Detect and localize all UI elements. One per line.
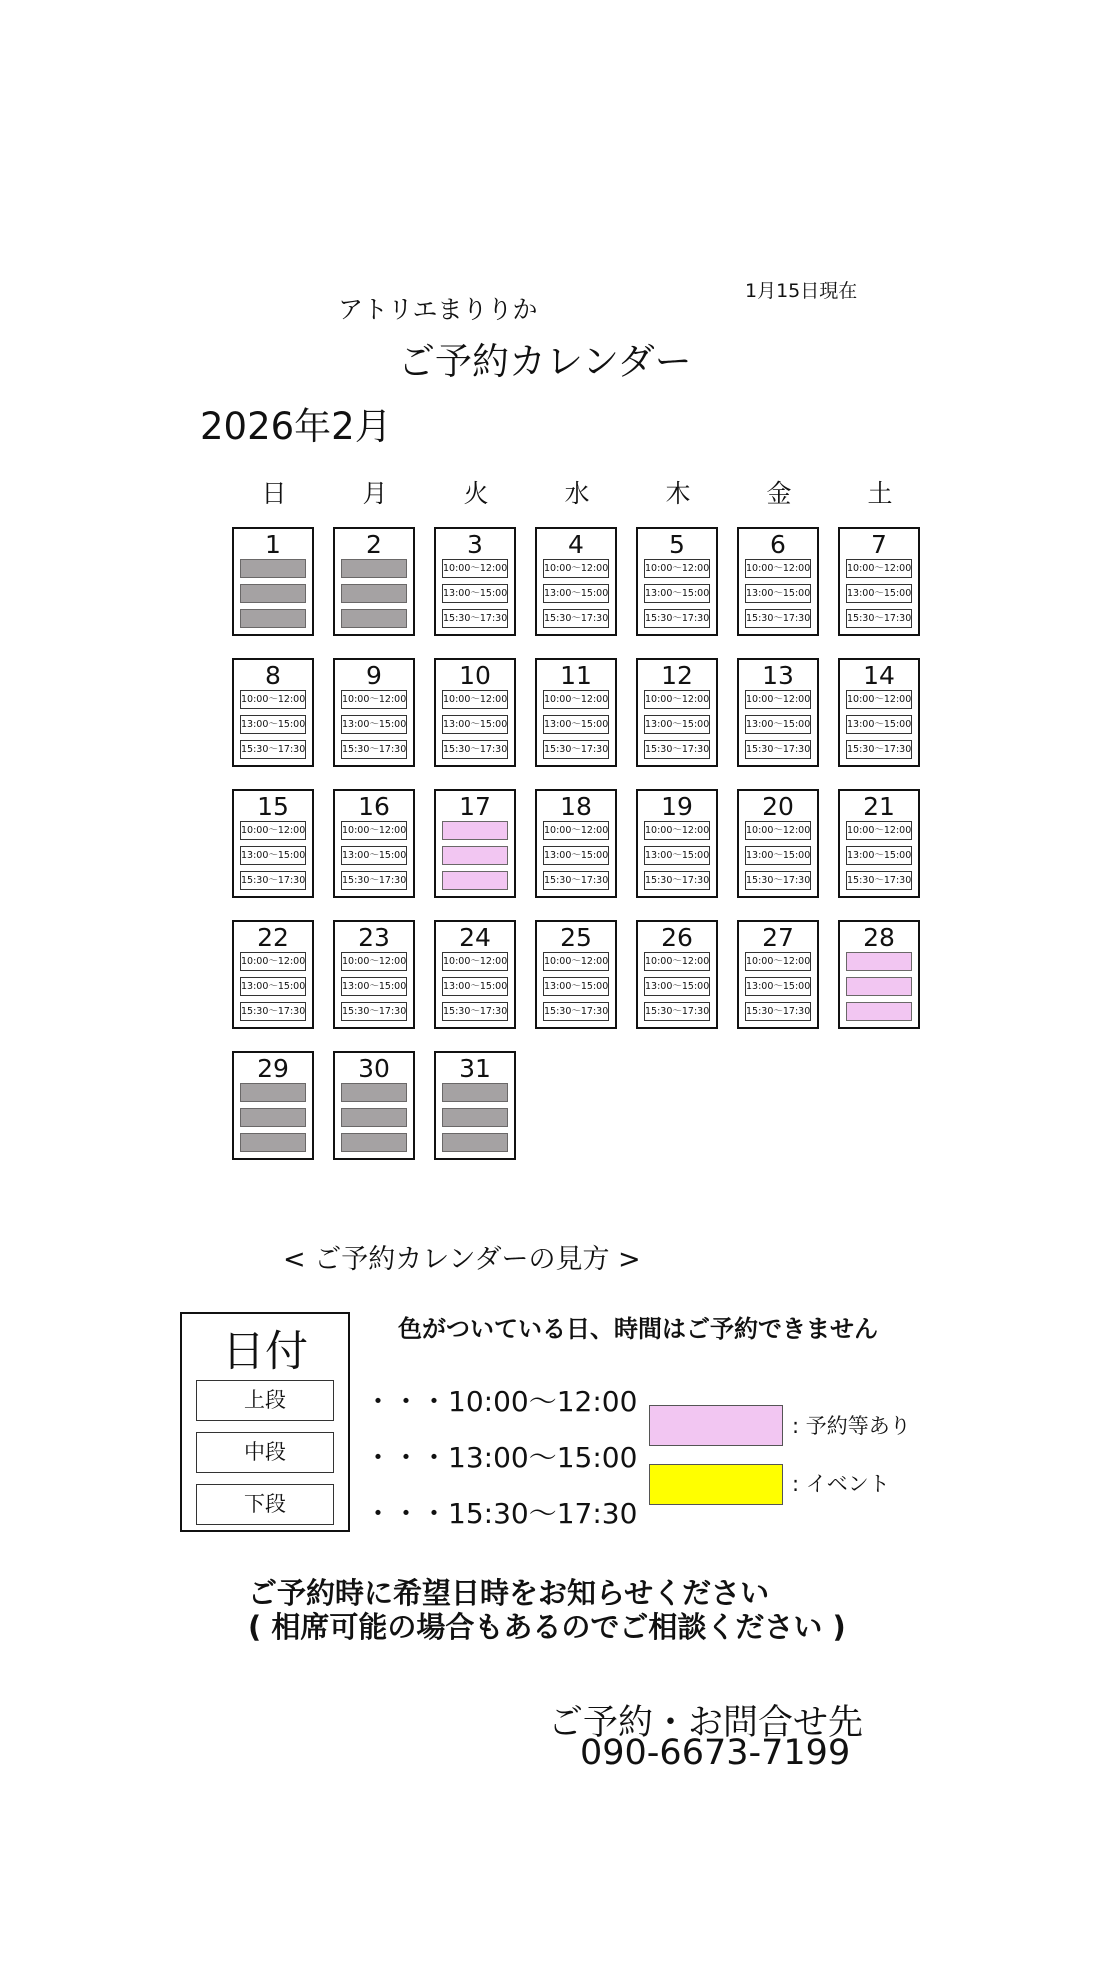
time-slot-open[interactable]: 15:30〜17:30 [442,1002,508,1021]
time-slot-closed [240,1133,306,1152]
page-title: ご予約カレンダー [398,340,692,383]
time-slot-open[interactable]: 13:00〜15:00 [341,715,407,734]
weekday-fri: 金 [766,479,792,508]
day-number: 24 [459,923,491,952]
legend-day-box [180,1312,350,1532]
time-slot-open[interactable]: 10:00〜12:00 [745,821,811,840]
time-slot-open[interactable]: 15:30〜17:30 [240,1002,306,1021]
time-slot-open[interactable]: 10:00〜12:00 [644,952,710,971]
time-slot-closed [341,609,407,628]
time-slot-closed [240,584,306,603]
time-slot-open[interactable]: 15:30〜17:30 [745,609,811,628]
day-number: 4 [568,530,584,559]
time-slot-open[interactable]: 10:00〜12:00 [442,952,508,971]
time-slot-closed [240,1108,306,1127]
time-slot-booked [846,977,912,996]
legend-slot-bottom: 下段 [196,1484,334,1525]
time-slot-open[interactable]: 13:00〜15:00 [240,846,306,865]
legend-slot-middle: 中段 [196,1432,334,1473]
day-cell-3[interactable] [434,527,516,636]
booked-swatch [649,1405,783,1446]
time-slot-open[interactable]: 15:30〜17:30 [543,1002,609,1021]
time-slot-closed [341,1108,407,1127]
day-number: 19 [661,792,693,821]
day-number: 17 [459,792,491,821]
weekday-sun: 日 [261,479,287,508]
time-slot-open[interactable]: 15:30〜17:30 [543,871,609,890]
time-slot-open[interactable]: 13:00〜15:00 [341,977,407,996]
day-number: 11 [560,661,592,690]
day-number: 28 [863,923,895,952]
time-slot-closed [240,1083,306,1102]
day-number: 9 [366,661,382,690]
request-note-line2: ( 相席可能の場合もあるのでご相談ください ) [248,1610,846,1644]
day-cell-17[interactable] [434,789,516,898]
day-cell-30[interactable] [333,1051,415,1160]
time-slot-open[interactable]: 13:00〜15:00 [442,715,508,734]
legend-title: < ご予約カレンダーの見方 > [283,1244,641,1275]
time-slot-open[interactable]: 15:30〜17:30 [442,740,508,759]
as-of-date: 1月15日現在 [745,280,858,302]
time-slot-open[interactable]: 10:00〜12:00 [543,690,609,709]
day-number: 6 [770,530,786,559]
time-slot-closed [341,559,407,578]
day-cell-14[interactable] [838,658,920,767]
time-slot-open[interactable]: 15:30〜17:30 [644,740,710,759]
day-cell-13[interactable] [737,658,819,767]
legend-time-top: ・・・10:00〜12:00 [364,1385,638,1418]
time-slot-booked [846,952,912,971]
day-number: 27 [762,923,794,952]
time-slot-open[interactable]: 10:00〜12:00 [543,821,609,840]
day-number: 21 [863,792,895,821]
time-slot-booked [442,871,508,890]
weekday-sat: 土 [867,479,893,508]
time-slot-open[interactable]: 15:30〜17:30 [240,740,306,759]
day-number: 14 [863,661,895,690]
month-label: 2026年2月 [200,405,392,448]
legend-slot-top: 上段 [196,1380,334,1421]
day-number: 30 [358,1054,390,1083]
day-cell-5[interactable] [636,527,718,636]
day-number: 2 [366,530,382,559]
time-slot-open[interactable]: 13:00〜15:00 [745,846,811,865]
weekday-tue: 火 [463,479,489,508]
day-number: 22 [257,923,289,952]
contact-label: ご予約・お問合せ先 [548,1703,864,1743]
time-slot-open[interactable]: 13:00〜15:00 [442,977,508,996]
time-slot-open[interactable]: 10:00〜12:00 [846,690,912,709]
day-cell-22[interactable] [232,920,314,1029]
day-cell-9[interactable] [333,658,415,767]
day-number: 29 [257,1054,289,1083]
time-slot-closed [442,1108,508,1127]
day-cell-8[interactable] [232,658,314,767]
time-slot-open[interactable]: 10:00〜12:00 [442,690,508,709]
day-number: 1 [265,530,281,559]
day-cell-18[interactable] [535,789,617,898]
time-slot-closed [341,1133,407,1152]
time-slot-open[interactable]: 15:30〜17:30 [240,871,306,890]
day-cell-6[interactable] [737,527,819,636]
time-slot-booked [846,1002,912,1021]
day-cell-20[interactable] [737,789,819,898]
day-number: 25 [560,923,592,952]
day-cell-2[interactable] [333,527,415,636]
day-cell-27[interactable] [737,920,819,1029]
time-slot-open[interactable]: 13:00〜15:00 [644,846,710,865]
time-slot-booked [442,846,508,865]
event-label: : イベント [792,1472,890,1496]
time-slot-open[interactable]: 10:00〜12:00 [745,690,811,709]
time-slot-closed [341,1083,407,1102]
time-slot-open[interactable]: 13:00〜15:00 [745,584,811,603]
time-slot-open[interactable]: 10:00〜12:00 [341,952,407,971]
day-cell-21[interactable] [838,789,920,898]
time-slot-open[interactable]: 13:00〜15:00 [543,846,609,865]
day-cell-31[interactable] [434,1051,516,1160]
time-slot-open[interactable]: 15:30〜17:30 [543,609,609,628]
day-number: 10 [459,661,491,690]
day-number: 31 [459,1054,491,1083]
time-slot-open[interactable]: 15:30〜17:30 [341,740,407,759]
day-cell-15[interactable] [232,789,314,898]
time-slot-open[interactable]: 10:00〜12:00 [846,559,912,578]
time-slot-open[interactable]: 13:00〜15:00 [442,584,508,603]
time-slot-open[interactable]: 10:00〜12:00 [644,821,710,840]
time-slot-open[interactable]: 13:00〜15:00 [745,977,811,996]
day-cell-25[interactable] [535,920,617,1029]
day-number: 5 [669,530,685,559]
day-cell-26[interactable] [636,920,718,1029]
time-slot-open[interactable]: 15:30〜17:30 [846,871,912,890]
time-slot-open[interactable]: 15:30〜17:30 [644,1002,710,1021]
time-slot-open[interactable]: 15:30〜17:30 [846,609,912,628]
time-slot-closed [240,559,306,578]
time-slot-open[interactable]: 10:00〜12:00 [846,821,912,840]
time-slot-open[interactable]: 13:00〜15:00 [644,584,710,603]
time-slot-open[interactable]: 15:30〜17:30 [846,740,912,759]
day-cell-1[interactable] [232,527,314,636]
time-slot-open[interactable]: 15:30〜17:30 [341,1002,407,1021]
time-slot-open[interactable]: 13:00〜15:00 [240,977,306,996]
time-slot-open[interactable]: 13:00〜15:00 [644,977,710,996]
day-cell-24[interactable] [434,920,516,1029]
day-cell-16[interactable] [333,789,415,898]
weekday-wed: 水 [564,479,590,508]
time-slot-open[interactable]: 10:00〜12:00 [644,690,710,709]
time-slot-open[interactable]: 13:00〜15:00 [846,584,912,603]
time-slot-open[interactable]: 10:00〜12:00 [442,559,508,578]
color-note: 色がついている日、時間はご予約できません [398,1315,878,1343]
day-number: 16 [358,792,390,821]
day-cell-4[interactable] [535,527,617,636]
day-number: 8 [265,661,281,690]
time-slot-open[interactable]: 13:00〜15:00 [543,584,609,603]
day-number: 20 [762,792,794,821]
time-slot-open[interactable]: 10:00〜12:00 [644,559,710,578]
studio-name: アトリエまりりか [338,295,538,324]
day-number: 13 [762,661,794,690]
legend-date-label: 日付 [222,1327,308,1377]
day-cell-10[interactable] [434,658,516,767]
day-cell-19[interactable] [636,789,718,898]
time-slot-open[interactable]: 10:00〜12:00 [745,952,811,971]
day-cell-23[interactable] [333,920,415,1029]
day-number: 15 [257,792,289,821]
time-slot-open[interactable]: 13:00〜15:00 [543,715,609,734]
time-slot-open[interactable]: 10:00〜12:00 [341,821,407,840]
booked-label: : 予約等あり [792,1414,911,1438]
time-slot-open[interactable]: 10:00〜12:00 [341,690,407,709]
time-slot-closed [341,584,407,603]
time-slot-open[interactable]: 13:00〜15:00 [240,715,306,734]
time-slot-open[interactable]: 15:30〜17:30 [543,740,609,759]
time-slot-open[interactable]: 15:30〜17:30 [341,871,407,890]
day-number: 7 [871,530,887,559]
time-slot-closed [442,1083,508,1102]
time-slot-closed [240,609,306,628]
time-slot-open[interactable]: 15:30〜17:30 [442,609,508,628]
day-number: 18 [560,792,592,821]
time-slot-booked [442,821,508,840]
time-slot-open[interactable]: 10:00〜12:00 [240,690,306,709]
time-slot-open[interactable]: 10:00〜12:00 [240,821,306,840]
time-slot-open[interactable]: 10:00〜12:00 [543,952,609,971]
time-slot-open[interactable]: 15:30〜17:30 [745,871,811,890]
request-note-line1: ご予約時に希望日時をお知らせください [248,1576,770,1610]
event-swatch [649,1464,783,1505]
time-slot-closed [442,1133,508,1152]
legend-time-middle: ・・・13:00〜15:00 [364,1441,638,1474]
weekday-thu: 木 [665,479,691,508]
time-slot-open[interactable]: 13:00〜15:00 [745,715,811,734]
day-cell-7[interactable] [838,527,920,636]
day-number: 23 [358,923,390,952]
time-slot-open[interactable]: 10:00〜12:00 [240,952,306,971]
time-slot-open[interactable]: 13:00〜15:00 [644,715,710,734]
day-number: 12 [661,661,693,690]
time-slot-open[interactable]: 10:00〜12:00 [745,559,811,578]
time-slot-open[interactable]: 15:30〜17:30 [745,740,811,759]
time-slot-open[interactable]: 13:00〜15:00 [846,715,912,734]
legend-time-bottom: ・・・15:30〜17:30 [364,1497,638,1530]
weekday-mon: 月 [362,479,388,508]
day-number: 3 [467,530,483,559]
weekday-header [232,474,933,510]
contact-phone[interactable]: 090-6673-7199 [580,1733,851,1773]
time-slot-open[interactable]: 15:30〜17:30 [644,871,710,890]
time-slot-open[interactable]: 10:00〜12:00 [543,559,609,578]
calendar-grid [232,527,933,1167]
day-cell-28[interactable] [838,920,920,1029]
time-slot-open[interactable]: 15:30〜17:30 [644,609,710,628]
time-slot-open[interactable]: 13:00〜15:00 [846,846,912,865]
day-cell-12[interactable] [636,658,718,767]
time-slot-open[interactable]: 13:00〜15:00 [543,977,609,996]
time-slot-open[interactable]: 15:30〜17:30 [745,1002,811,1021]
day-number: 26 [661,923,693,952]
day-cell-29[interactable] [232,1051,314,1160]
day-cell-11[interactable] [535,658,617,767]
time-slot-open[interactable]: 13:00〜15:00 [341,846,407,865]
